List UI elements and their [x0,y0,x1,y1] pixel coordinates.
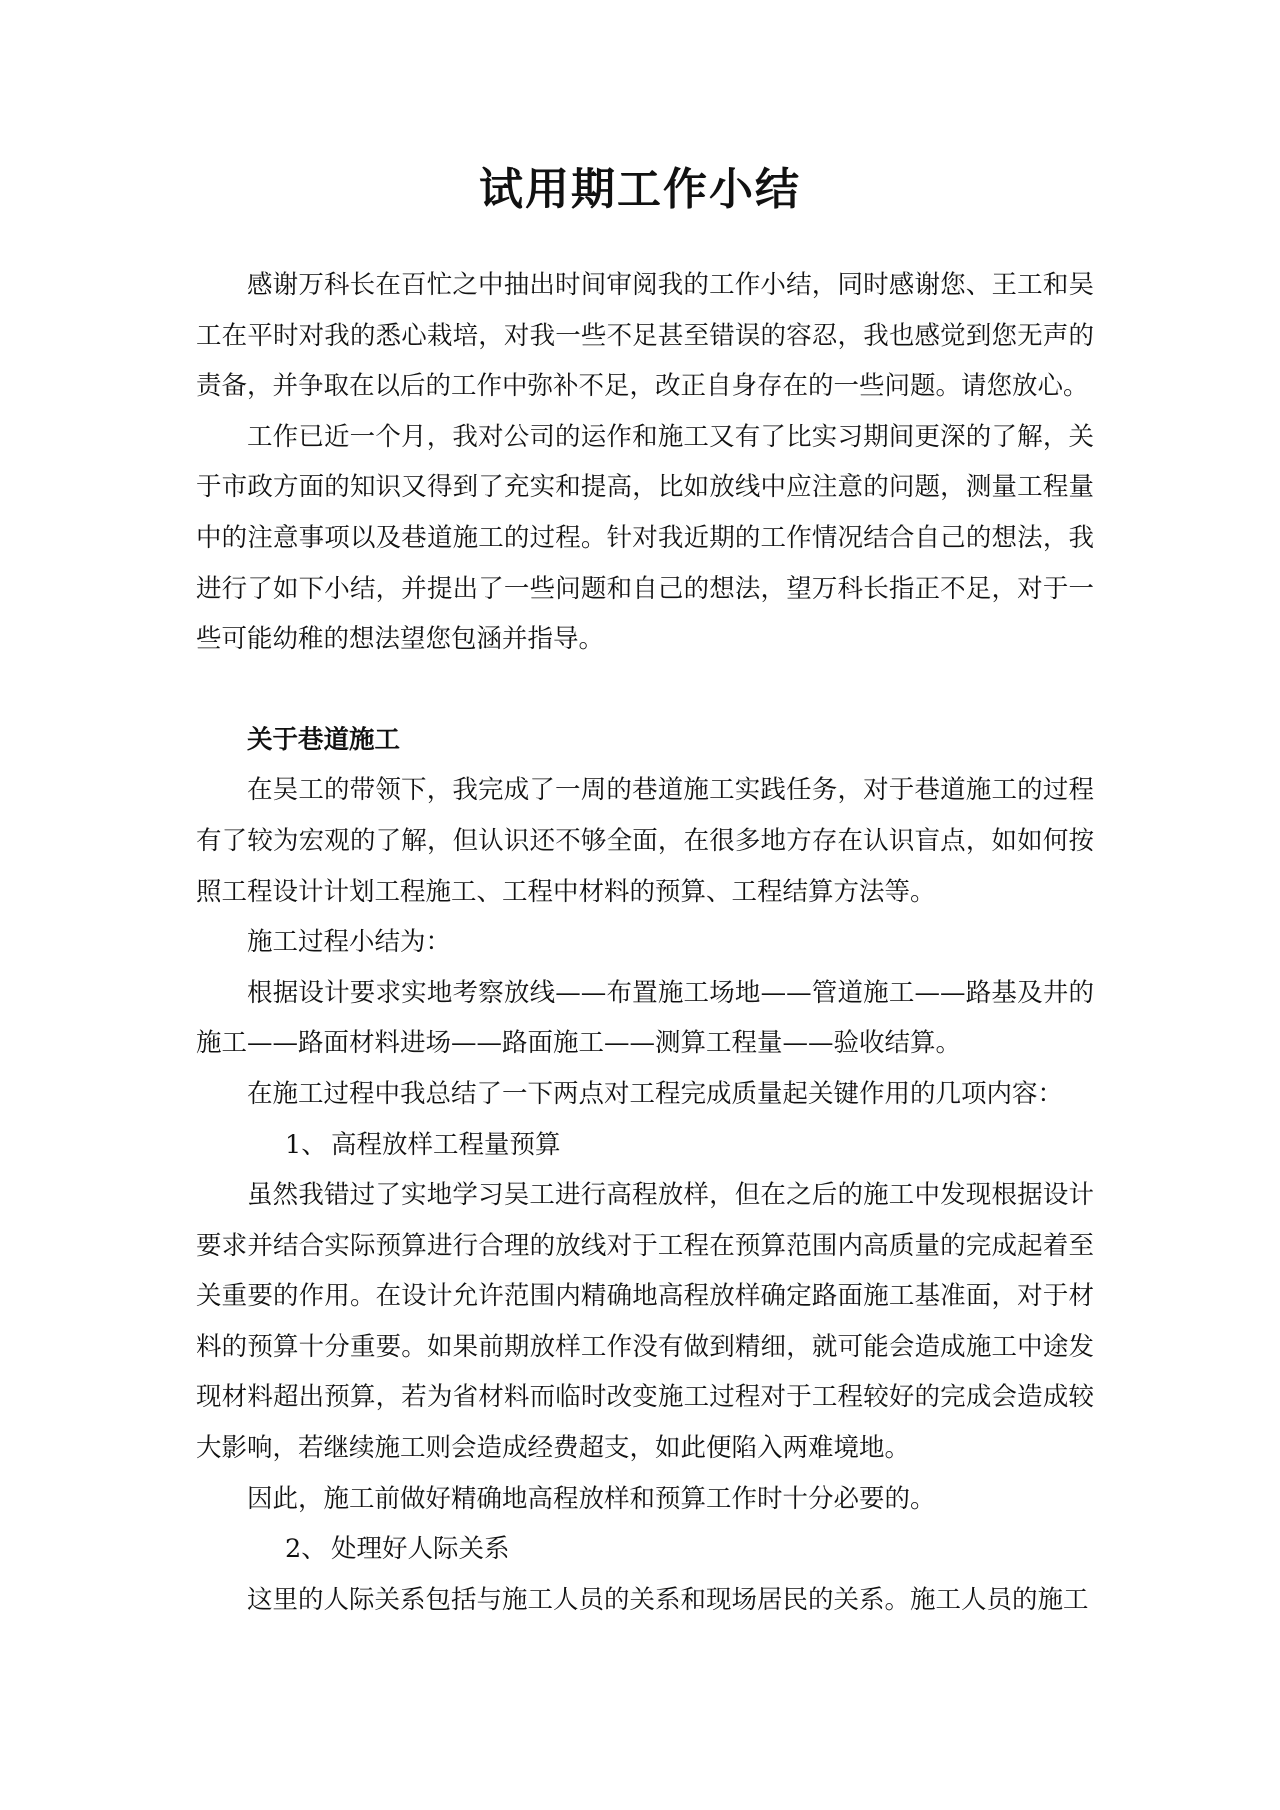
intro-paragraph-1: 感谢万科长在百忙之中抽出时间审阅我的工作小结，同时感谢您、王工和吴工在平时对我的悉心栽培，对我一些不足甚至错误的容忍，我也感觉到您无声的责备，并争取在以后的工作中弥补不足，改正自身存在的一些问题。请您放心。 [196,270,1094,402]
item-1-conclusion: 因此，施工前做好精确地高程放样和预算工作时十分必要的。 [247,1483,936,1514]
document-body [196,260,1094,1625]
process-label: 施工过程小结为： [247,927,452,958]
list-item-2-title: 处理好人际关系 [331,1534,510,1565]
list-item-2-number: 2、 [285,1534,327,1565]
summary-intro: 在施工过程中我总结了一下两点对工程完成质量起关键作用的几项内容： [247,1078,1064,1109]
section-spacer [196,665,1094,715]
list-item-1 [196,1120,1094,1171]
list-item-1-title: 高程放样工程量预算 [331,1129,561,1160]
item-2-body: 这里的人际关系包括与施工人员的关系和现场居民的关系。施工人员的施工 [247,1584,1089,1615]
section-paragraph-1: 在吴工的带领下，我完成了一周的巷道施工实践任务，对于巷道施工的过程有了较为宏观的了解，但认识还不够全面，在很多地方存在认识盲点，如如何按照工程设计计划工程施工、工程中材料的预算、工程结算方法等。 [196,775,1094,907]
document-title: 试用期工作小结 [479,164,801,215]
intro-paragraph-2: 工作已近一个月，我对公司的运作和施工又有了比实习期间更深的了解，关于市政方面的知识又得到了充实和提高，比如放线中应注意的问题，测量工程量中的注意事项以及巷道施工的过程。针对我近期的工作情况结合自己的想法，我进行了如下小结，并提出了一些问题和自己的想法，望万科长指正不足，对于一些可能幼稚的想法望您包涵并指导。 [196,421,1094,655]
list-item-2 [196,1524,1094,1575]
process-steps: 根据设计要求实地考察放线——布置施工场地——管道施工——路基及井的施工——路面材料进场——路面施工——测算工程量——验收结算。 [196,977,1094,1059]
item-1-body: 虽然我错过了实地学习吴工进行高程放样，但在之后的施工中发现根据设计要求并结合实际预算进行合理的放线对于工程在预算范围内高质量的完成起着至关重要的作用。在设计允许范围内精确地高程放样确定路面施工基准面，对于材料的预算十分重要。如果前期放样工作没有做到精细，就可能会造成施工中途发现材料超出预算，若为省材料而临时改变施工过程对于工程较好的完成会造成较大影响，若继续施工则会造成经费超支，如此便陷入两难境地。 [196,1180,1094,1464]
list-item-1-number: 1、 [285,1129,327,1160]
section-heading: 关于巷道施工 [247,724,401,755]
